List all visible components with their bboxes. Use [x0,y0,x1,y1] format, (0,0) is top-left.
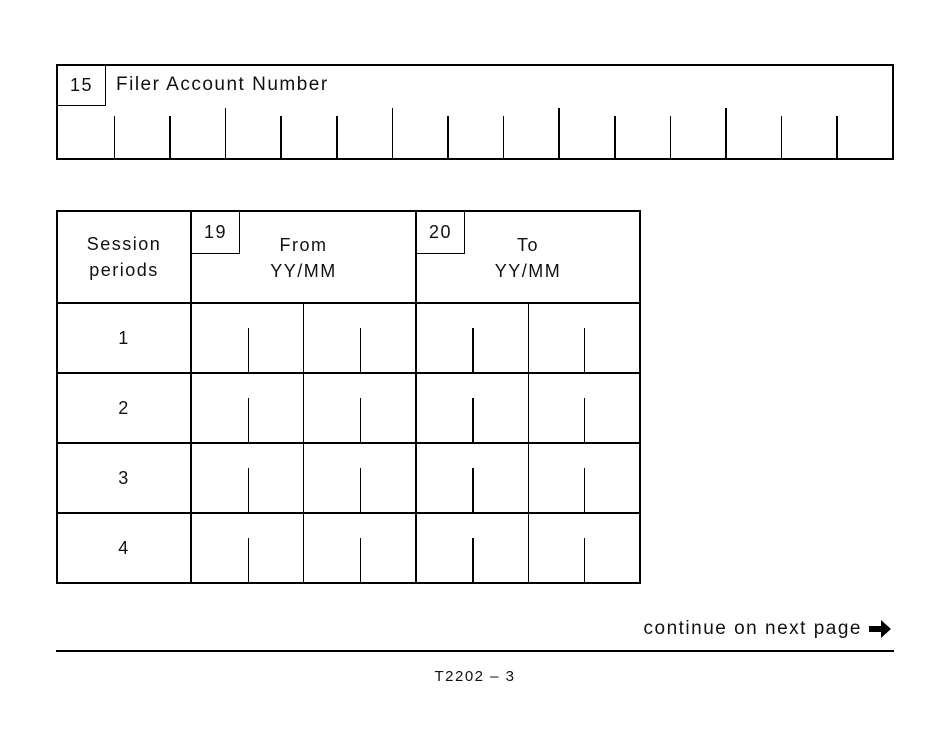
digit-separator [781,116,783,158]
box-number-19: 19 [192,212,240,254]
from-header [191,211,416,303]
page-label: T2202 – 3 [434,668,516,685]
digit-separator [836,116,838,158]
digit-separator [725,108,727,158]
filer-account-number-label: Filer Account Number [116,74,329,95]
to-date-input-1[interactable] [416,303,640,373]
from-label: From [279,235,328,255]
box-number-15: 15 [58,66,106,106]
digit-separator [169,116,171,158]
to-header [416,211,640,303]
session-row-4 [57,513,640,583]
session-row-1 [57,303,640,373]
from-date-input-1[interactable] [191,303,416,373]
continue-text: continue on next page [643,618,862,639]
to-date-input-3[interactable] [416,443,640,513]
digit-separator [280,116,282,158]
digit-separator [503,116,505,158]
digit-separator [114,116,116,158]
right-arrow-icon [868,618,892,640]
to-date-input-4[interactable] [416,513,640,583]
filer-account-number-input[interactable] [58,108,892,158]
to-label: To [516,235,539,255]
digit-separator [614,116,616,158]
from-date-input-2[interactable] [191,373,416,443]
box-number-20: 20 [417,212,465,254]
session-row-label: 2 [57,373,191,443]
to-date-input-2[interactable] [416,373,640,443]
continue-next-page [644,618,893,640]
filer-account-number-box [56,64,894,160]
session-row-2 [57,373,640,443]
session-periods-header [57,211,191,303]
digit-separator [225,108,227,158]
digit-separator [336,116,338,158]
digit-separator [670,116,672,158]
session-periods-table [56,210,641,584]
digit-separator [558,108,560,158]
session-periods-label: Session periods [86,234,162,280]
session-row-label: 1 [57,303,191,373]
from-format: YY/MM [270,261,337,281]
to-format: YY/MM [494,261,562,281]
session-row-label: 3 [57,443,191,513]
session-row-3 [57,443,640,513]
digit-separator [392,108,394,158]
from-date-input-4[interactable] [191,513,416,583]
digit-separator [447,116,449,158]
footer-rule [56,650,894,652]
session-row-label: 4 [57,513,191,583]
from-date-input-3[interactable] [191,443,416,513]
